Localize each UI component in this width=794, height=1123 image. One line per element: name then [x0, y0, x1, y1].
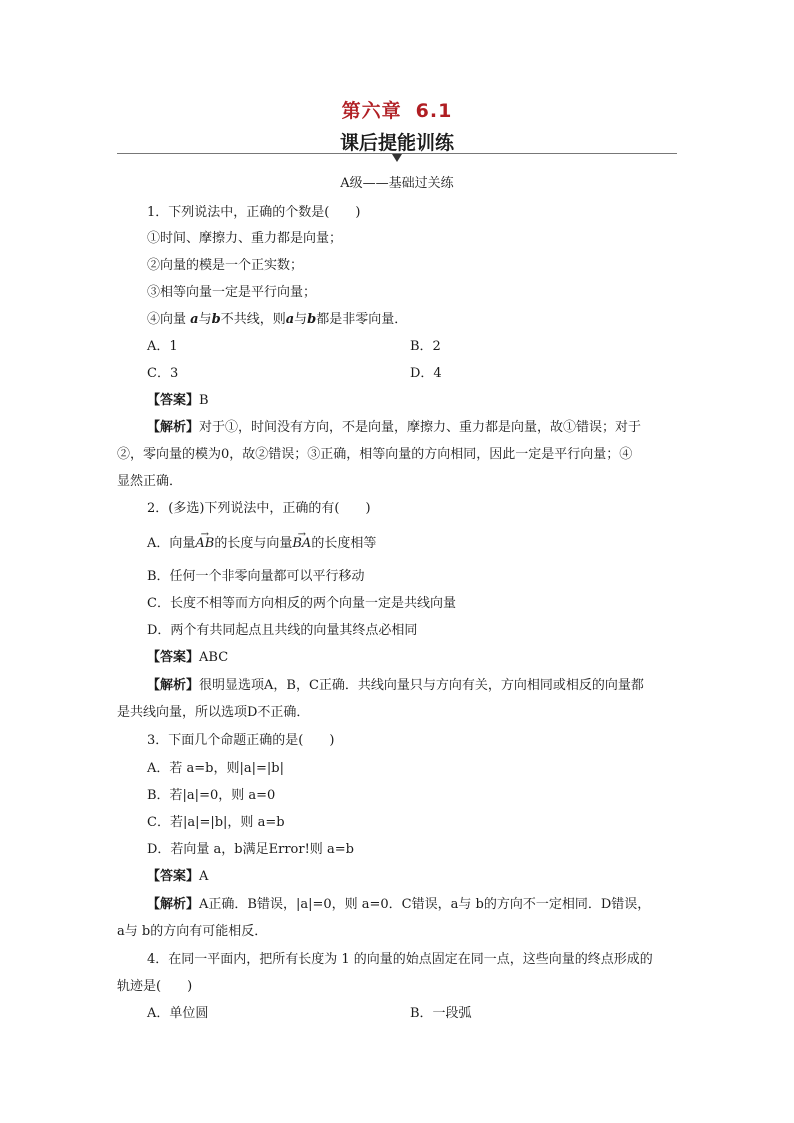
- q1-analysis-line-1: 【解析】对于①，时间没有方向，不是向量，摩擦力、重力都是向量，故①错误；对于: [147, 420, 642, 435]
- q2-answer: 【答案】ABC: [147, 650, 229, 665]
- q4-option-a: A．单位圆: [147, 1006, 209, 1021]
- q1-option-d: D．4: [410, 366, 442, 381]
- q1-option-c: C．3: [147, 366, 179, 381]
- q3-option-c: C．若|a|=|b|，则 a=b: [147, 815, 285, 830]
- q2-stem: 2．(多选)下列说法中，正确的有( ): [147, 501, 371, 516]
- q3-answer: 【答案】A: [147, 869, 209, 884]
- q3-analysis-line-1: 【解析】A正确．B错误，|a|=0，则 a=0．C错误，a与 b的方向不一定相同．D错误，: [147, 897, 651, 912]
- q1-statement-4: ④向量 a与b不共线，则a与b都是非零向量．: [147, 312, 408, 327]
- q3-stem: 3．下面几个命题正确的是( ): [147, 733, 335, 748]
- q4-option-b: B．一段弧: [410, 1006, 472, 1021]
- q1-answer: 【答案】B: [147, 393, 209, 408]
- q2-option-b: B．任何一个非零向量都可以平行移动: [147, 569, 365, 584]
- q3-option-b: B．若|a|=0，则 a=0: [147, 788, 276, 803]
- q3-analysis-line-2: a与 b的方向有可能相反．: [117, 924, 268, 939]
- q4-stem-line-1: 4．在同一平面内，把所有长度为 1 的向量的始点固定在同一点，这些向量的终点形成的: [147, 952, 653, 967]
- q1-analysis-line-3: 显然正确．: [117, 474, 183, 489]
- q3-option-a: A．若 a=b，则|a|=|b|: [147, 761, 284, 776]
- page-subtitle: 课后提能训练: [339, 132, 454, 154]
- q1-option-a: A．1: [147, 339, 178, 354]
- q1-stem: 1．下列说法中，正确的个数是( ): [147, 205, 361, 220]
- triangle-marker-icon: [392, 154, 402, 162]
- level-heading: A级——基础过关练: [340, 176, 454, 191]
- q2-option-a: A．向量→ AB的长度与向量→ BA的长度相等: [147, 534, 376, 554]
- q2-analysis-line-1: 【解析】很明显选项A，B，C正确．共线向量只与方向有关，方向相同或相反的向量都: [147, 678, 644, 693]
- q2-option-d: D．两个有共同起点且共线的向量其终点必相同: [147, 623, 418, 638]
- q4-stem-line-2: 轨迹是( ): [117, 979, 193, 994]
- q2-analysis-line-2: 是共线向量，所以选项D不正确．: [117, 705, 310, 720]
- q1-option-b: B．2: [410, 339, 441, 354]
- q1-statement-3: ③相等向量一定是平行向量；: [147, 285, 317, 300]
- section-number: 6.1: [415, 100, 453, 122]
- q3-option-d: D．若向量 a，b满足Error!则 a=b: [147, 842, 354, 857]
- q2-option-c: C．长度不相等而方向相反的两个向量一定是共线向量: [147, 596, 456, 611]
- q1-analysis-line-2: ②，零向量的模为0，故②错误；③正确，相等向量的方向相同，因此一定是平行向量；④: [117, 447, 633, 462]
- chapter-title: [0, 96, 794, 123]
- chapter-label: 第六章: [341, 100, 402, 122]
- q1-statement-1: ①时间、摩擦力、重力都是向量；: [147, 231, 343, 246]
- q1-statement-2: ②向量的模是一个正实数；: [147, 258, 304, 273]
